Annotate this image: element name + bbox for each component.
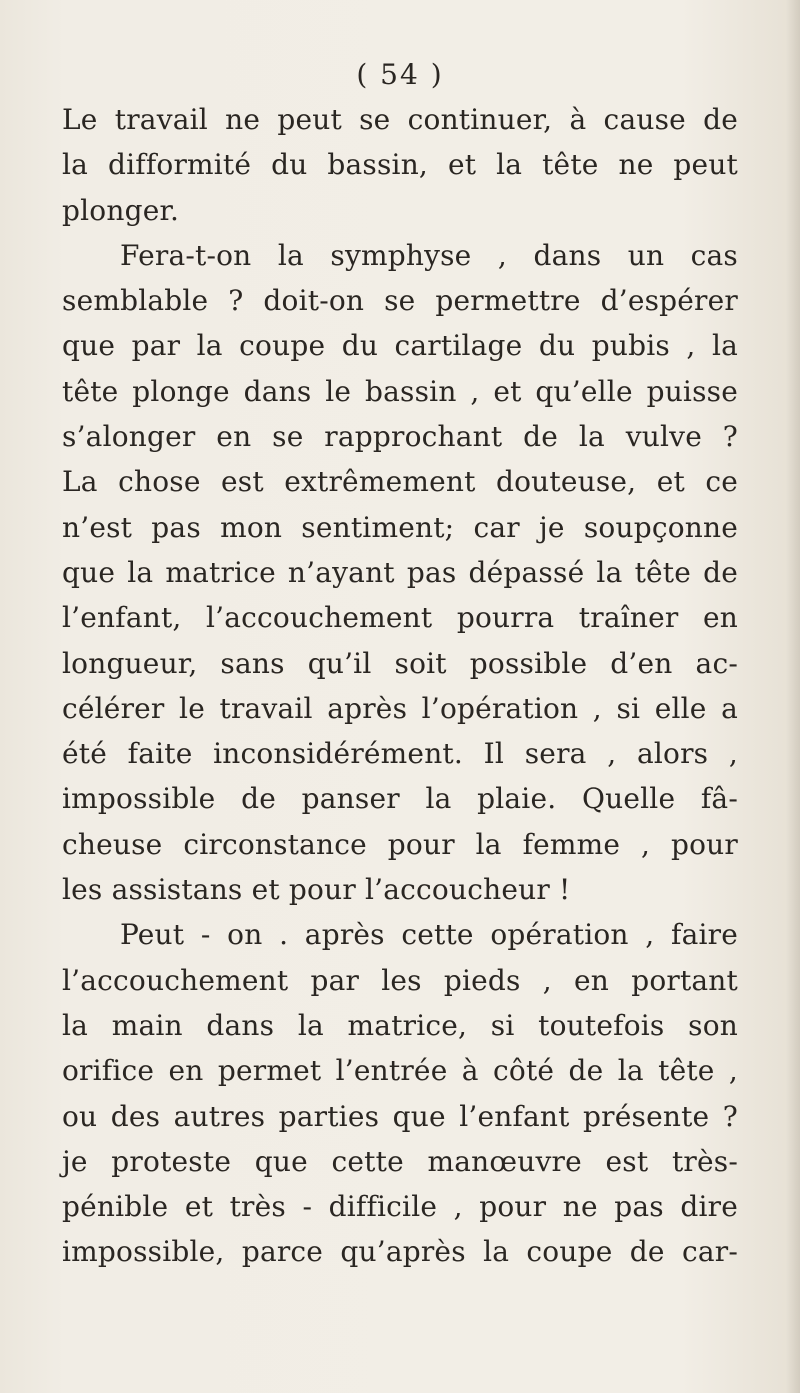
text-line: plonger.	[62, 193, 180, 227]
text-line: l’enfant, l’accouchement pourra traîner en	[62, 601, 738, 635]
text-line: tête plonge dans le bassin , et qu’elle puisse	[62, 374, 738, 408]
text-line: les assistans et pour l’accoucheur !	[62, 873, 571, 907]
text-line: que par la coupe du cartilage du pubis , la	[62, 329, 738, 363]
text-line: impossible de panser la plaie. Quelle fâ-	[62, 782, 738, 816]
text-line: que la matrice n’ayant pas dépassé la tête de	[62, 555, 738, 589]
text-line: Le travail ne peut se continuer, à cause de	[62, 103, 738, 136]
text-line: célérer le travail après l’opération , si elle a	[62, 691, 738, 725]
text-line: l’accouchement par les pieds , en portant	[62, 963, 738, 997]
text-line: pénible et très - difficile , pour ne pas dire	[62, 1190, 738, 1224]
text-line: impossible, parce qu’après la coupe de car-	[62, 1235, 738, 1269]
text-line: s’alonger en se rapprochant de la vulve ?	[62, 420, 738, 454]
text-line: n’est pas mon sentiment; car je soupçonne	[62, 510, 738, 544]
page-edge-shadow	[786, 0, 800, 1393]
text-line: Fera-t-on la symphyse , dans un cas	[120, 238, 738, 272]
text-line: été faite inconsidérément. Il sera , alors ,	[62, 737, 738, 771]
text-line: la difformité du bassin, et la tête ne peut	[62, 148, 738, 182]
page-number: ( 54 )	[356, 58, 444, 91]
text-line: cheuse circonstance pour la femme , pour	[62, 827, 738, 861]
text-line: ou des autres parties que l’enfant présente ?	[62, 1099, 738, 1133]
text-line: orifice en permet l’entrée à côté de la tête ,	[62, 1054, 738, 1088]
text-line: la main dans la matrice, si toutefois son	[62, 1008, 738, 1042]
text-line: Peut - on . après cette opération , faire	[120, 918, 738, 952]
text-line: La chose est extrêmement douteuse, et ce	[62, 465, 738, 499]
text-line: longueur, sans qu’il soit possible d’en ac-	[62, 646, 738, 680]
body-text	[62, 97, 738, 1275]
text-line: semblable ? doit-on se permettre d’espérer	[62, 284, 738, 318]
text-line: je proteste que cette manœuvre est très-	[62, 1144, 738, 1178]
